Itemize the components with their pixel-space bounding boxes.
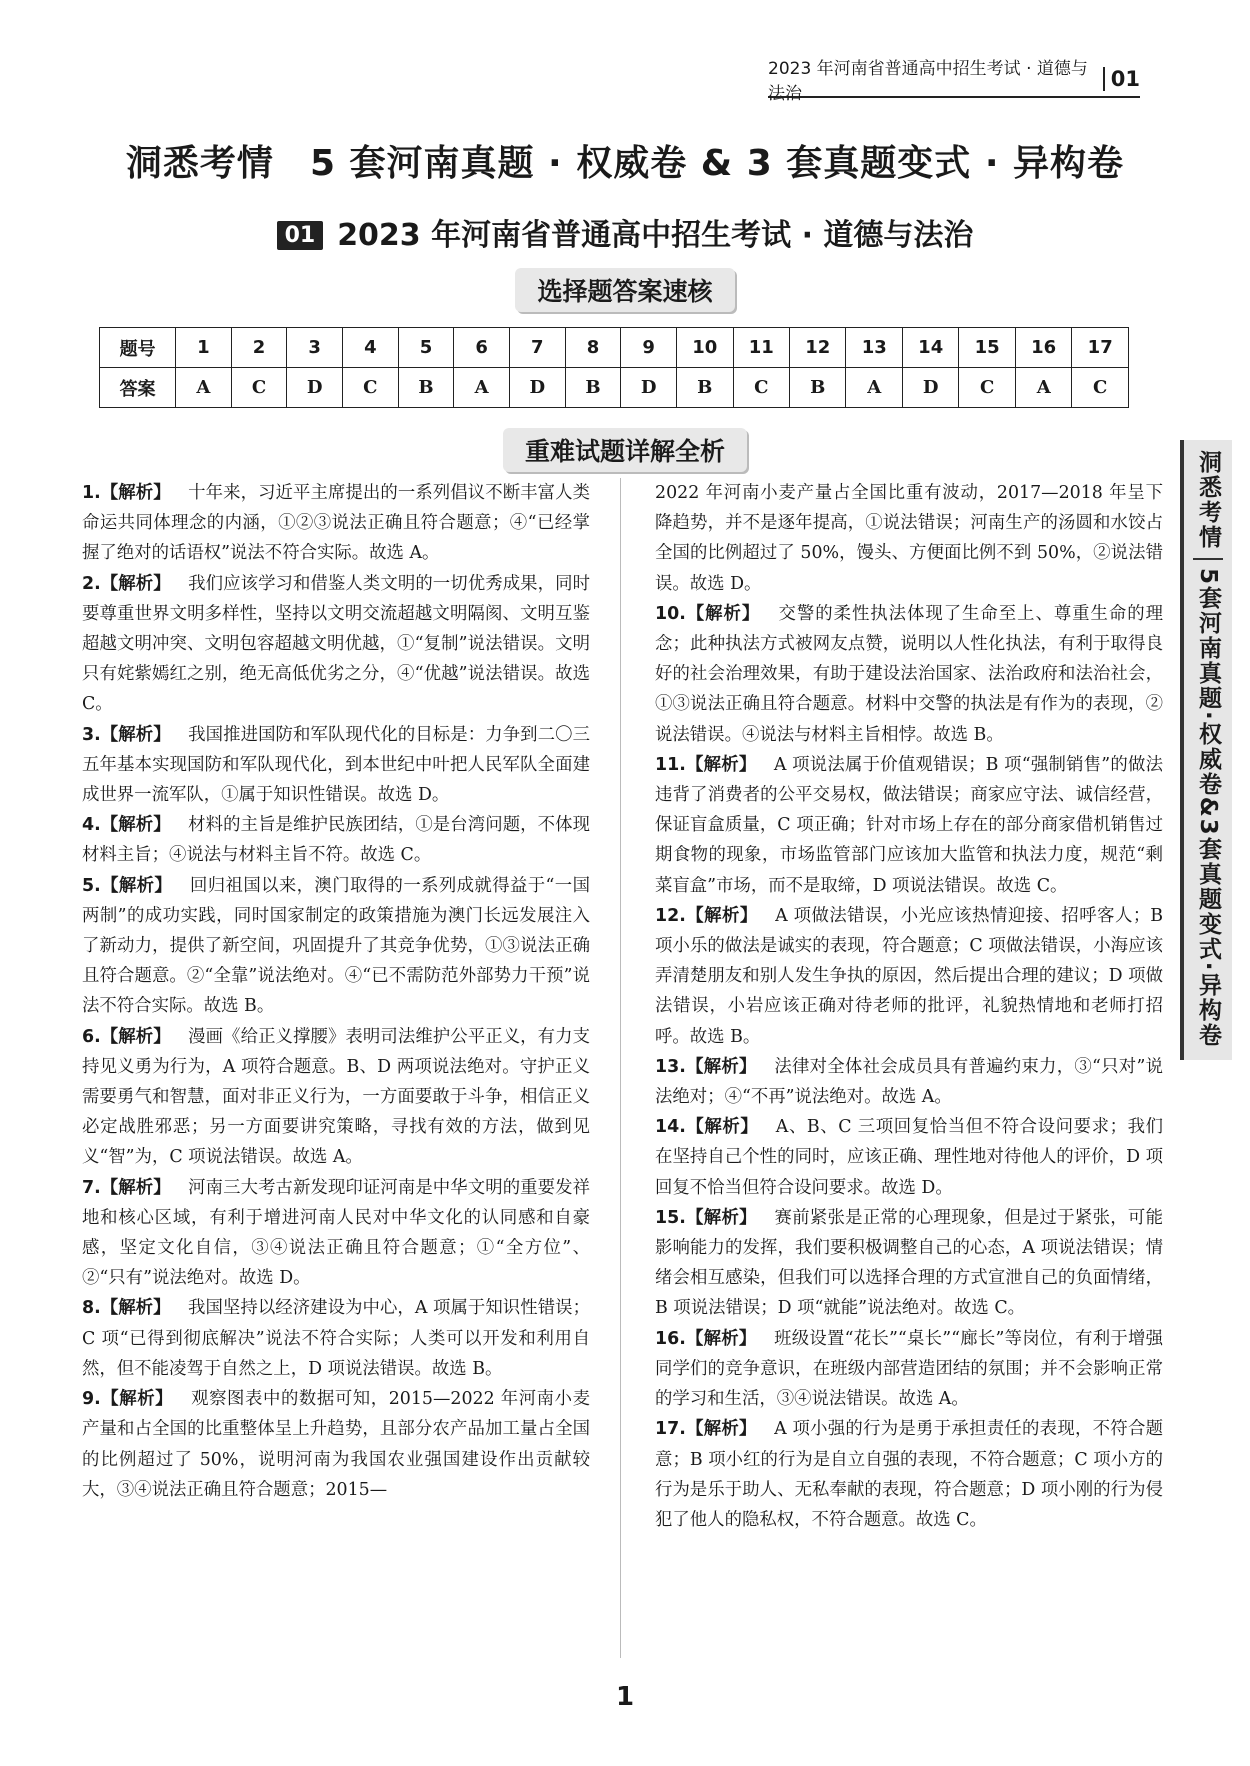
question-number: 6. (82, 1026, 101, 1047)
question-number: 16. (655, 1328, 686, 1349)
analysis-label: 【解析】 (685, 1328, 757, 1349)
analysis-label: 【解析】 (100, 483, 171, 503)
question-number: 15. (655, 1207, 686, 1228)
analysis-label: 【解析】 (100, 724, 171, 745)
question-number: 4. (82, 815, 101, 836)
question-number-cell: 5 (398, 328, 454, 368)
answer-table-number-row (100, 328, 1129, 368)
analysis-label: 【解析】 (685, 1056, 757, 1077)
analysis-item (655, 1324, 1163, 1415)
analysis-item (82, 871, 590, 1022)
row-label-number: 题号 (100, 328, 176, 368)
analysis-item (655, 599, 1163, 750)
analysis-column-right (655, 478, 1163, 1535)
section-detailed-analysis (0, 428, 1250, 472)
question-number-cell: 16 (1015, 328, 1071, 368)
analysis-text: A 项小强的行为是勇于承担责任的表现，不符合题意；B 项小红的行为是自立自强的表现，不符合题意；C 项小方的行为是乐于助人、无私奉献的表现，符合题意；D 项小刚的行为侵犯了他人的隐私权，不符合题意。故选 C。 (655, 1419, 1163, 1530)
answer-cell: A (846, 368, 902, 408)
analysis-item (655, 750, 1163, 901)
analysis-text: A 项说法属于价值观错误；B 项“强制销售”的做法违背了消费者的公平交易权，做法错误；商家应守法、诚信经营，保证盲盒质量，C 项正确；针对市场上存在的部分商家借机销售过期食物的现象，市场监管部门应该加大监管和执法力度，规范“剩菜盲盒”市场，而不是取缔，D 项说法错误。故选 C。 (655, 754, 1163, 896)
analysis-label: 【解析】 (685, 905, 758, 926)
analysis-text: 交警的柔性执法体现了生命至上、尊重生命的理念；此种执法方式被网友点赞，说明以人性化执法，有利于取得良好的社会治理效果，有助于建设法治国家、法治政府和法治社会，①③说法正确且符合题意。材料中交警的执法是有作为的表现，②说法错误。④说法与材料主旨相悖。故选 B。 (655, 603, 1163, 745)
analysis-item (82, 569, 590, 720)
answer-cell: B (790, 368, 846, 408)
answer-cell: C (343, 368, 399, 408)
analysis-item (82, 1293, 590, 1384)
analysis-label: 【解析】 (100, 1026, 171, 1047)
answer-cell: A (454, 368, 510, 408)
analysis-item (655, 1112, 1163, 1203)
question-number: 13. (655, 1056, 686, 1077)
analysis-label: 【解析】 (100, 1177, 171, 1198)
question-number: 11. (655, 754, 686, 775)
analysis-label: 【解析】 (100, 573, 171, 594)
analysis-text: A、B、C 三项回复恰当但不符合设问要求；我们在坚持自己个性的同时，应该正确、理性地对待他人的评价，D 项回复不恰当但符合设问要求。故选 D。 (655, 1117, 1163, 1198)
question-number: 14. (655, 1117, 686, 1138)
page-tag: 01 (1103, 67, 1140, 91)
analysis-item (82, 1384, 590, 1505)
answer-cell: C (231, 368, 287, 408)
answer-cell: D (621, 368, 677, 408)
side-tab-bottom: 5套河南真题·权威卷&3套真题变式·异构卷 (1195, 568, 1221, 1048)
question-number-cell: 15 (959, 328, 1015, 368)
analysis-text: 漫画《给正义撑腰》表明司法维护公平正义，有力支持见义勇为行为，A 项符合题意。B、D 两项说法绝对。守护正义需要勇气和智慧，面对非正义行为，一方面要敢于斗争，相信正义必定战胜邪恶；另一方面要讲究策略，寻找有效的方法，做到见义“智”为，C 项说法错误。故选 A。 (82, 1026, 590, 1168)
answer-table (99, 327, 1129, 408)
analysis-continuation: 2022 年河南小麦产量占全国比重有波动，2017—2018 年呈下降趋势，并不是逐年提高，①说法错误；河南生产的汤圆和水饺占全国的比例超过了 50%，馒头、方便面比例不到 50%，②说法错误。故选 D。 (655, 483, 1163, 594)
answer-cell: C (1072, 368, 1129, 408)
answer-cell: D (509, 368, 565, 408)
main-title-part1: 洞悉考情 (125, 143, 274, 184)
question-number-cell: 8 (565, 328, 621, 368)
analysis-label: 【解析】 (685, 1207, 757, 1228)
analysis-column-left (82, 478, 590, 1505)
section-detailed-analysis-label: 重难试题详解全析 (503, 428, 747, 472)
section-answer-check-label: 选择题答案速核 (515, 268, 734, 312)
page-number: 1 (615, 1682, 635, 1712)
question-number-cell: 12 (790, 328, 846, 368)
side-tab-top: 洞悉考情 (1193, 450, 1223, 560)
analysis-item (82, 1022, 590, 1173)
main-title-part2: 5 套河南真题 · 权威卷 & 3 套真题变式 · 异构卷 (309, 143, 1125, 184)
answer-cell: C (733, 368, 789, 408)
analysis-text: 我国推进国防和军队现代化的目标是：力争到二〇三五年基本实现国防和军队现代化，到本世纪中叶把人民军队全面建成世界一流军队，①属于知识性错误。故选 D。 (82, 724, 590, 806)
analysis-item (82, 720, 590, 811)
question-number: 9. (82, 1389, 101, 1410)
analysis-text: A 项做法错误，小光应该热情迎接、招呼客人；B 项小乐的做法是诚实的表现，符合题意；C 项做法错误，小海应该弄清楚朋友和别人发生争执的原因，然后提出合理的建议；D 项做法错误，小岩应该正确对待老师的批评，礼貌热情地和老师打招呼。故选 B。 (655, 905, 1163, 1047)
running-title: 2023 年河南省普通高中招生考试 · 道德与法治 (768, 59, 1088, 104)
section-answer-check (0, 268, 1250, 312)
question-number: 7. (82, 1177, 101, 1198)
analysis-item (82, 810, 590, 870)
side-tab (1180, 440, 1232, 1060)
question-number-cell: 3 (287, 328, 343, 368)
question-number: 10. (655, 603, 686, 624)
answer-cell: D (902, 368, 958, 408)
analysis-text: 河南三大考古新发现印证河南是中华文明的重要发祥地和核心区域，有利于增进河南人民对中华文化的认同感和自豪感，坚定文化自信，③④说法正确且符合题意；①“全方位”、②“只有”说法绝对。故选 D。 (82, 1177, 590, 1289)
question-number-cell: 14 (902, 328, 958, 368)
analysis-text: 我们应该学习和借鉴人类文明的一切优秀成果，同时要尊重世界文明多样性，坚持以文明交流超越文明隔阂、文明互鉴超越文明冲突、文明包容超越文明优越，①“复制”说法错误。文明只有姹紫嫣红之别，绝无高低优劣之分，④“优越”说法错误。故选 C。 (82, 573, 590, 715)
answer-cell: A (1015, 368, 1071, 408)
analysis-item (655, 1414, 1163, 1535)
exam-badge: 01 (277, 221, 324, 250)
question-number-cell: 1 (176, 328, 232, 368)
analysis-text: 班级设置“花长”“桌长”“廊长”等岗位，有利于增强同学们的竞争意识，在班级内部营造团结的氛围；并不会影响正常的学习和生活，③④说法错误。故选 A。 (655, 1328, 1163, 1410)
analysis-text: 赛前紧张是正常的心理现象，但是过于紧张，可能影响能力的发挥，我们要积极调整自己的心态，A 项说法错误；情绪会相互感染，但我们可以选择合理的方式宣泄自己的负面情绪，B 项说法错误；D 项“就能”说法绝对。故选 C。 (655, 1207, 1163, 1319)
analysis-item (655, 1203, 1163, 1324)
question-number-cell: 4 (343, 328, 399, 368)
question-number-cell: 11 (733, 328, 789, 368)
answer-cell: B (677, 368, 733, 408)
question-number-cell: 17 (1072, 328, 1129, 368)
analysis-label: 【解析】 (100, 875, 173, 896)
analysis-label: 【解析】 (685, 1117, 759, 1138)
question-number: 1. (82, 483, 101, 503)
analysis-item (82, 1173, 590, 1294)
analysis-item (82, 478, 590, 569)
answer-cell: C (959, 368, 1015, 408)
analysis-text: 回归祖国以来，澳门取得的一系列成就得益于“一国两制”的成功实践，同时国家制定的政策措施为澳门长远发展注入了新动力，提供了新空间，巩固提升了其竞争优势，①③说法正确且符合题意。②“全靠”说法绝对。④“已不需防范外部势力干预”说法不符合实际。故选 B。 (82, 875, 590, 1017)
answer-cell: A (176, 368, 232, 408)
exam-title (0, 210, 1250, 254)
question-number: 12. (655, 905, 686, 926)
analysis-text: 观察图表中的数据可知，2015—2022 年河南小麦产量和占全国的比重整体呈上升趋势，且部分农产品加工量占全国的比例超过了 50%，说明河南为我国农业强国建设作出贡献较大，③④说法正确且符合题意；2015— (82, 1389, 590, 1500)
question-number-cell: 7 (509, 328, 565, 368)
question-number: 2. (82, 573, 101, 594)
question-number-cell: 9 (621, 328, 677, 368)
answer-cell: B (565, 368, 621, 408)
question-number: 5. (82, 875, 101, 896)
answer-table-answer-row (100, 368, 1129, 408)
analysis-text: 十年来，习近平主席提出的一系列倡议不断丰富人类命运共同体理念的内涵，①②③说法正确且符合题意；④“已经掌握了绝对的话语权”说法不符合实际。故选 A。 (82, 483, 590, 564)
question-number-cell: 13 (846, 328, 902, 368)
analysis-text: 材料的主旨是维护民族团结，①是台湾问题，不体现材料主旨；④说法与材料主旨不符。故选 C。 (82, 815, 590, 866)
analysis-label: 【解析】 (685, 754, 757, 775)
question-number: 8. (82, 1298, 101, 1319)
analysis-label: 【解析】 (100, 1389, 174, 1410)
analysis-item (655, 1052, 1163, 1112)
answer-cell: B (398, 368, 454, 408)
question-number: 3. (82, 724, 101, 745)
analysis-label: 【解析】 (685, 1419, 757, 1440)
analysis-label: 【解析】 (100, 815, 171, 836)
answer-cell: D (287, 368, 343, 408)
analysis-text: 我国坚持以经济建设为中心，A 项属于知识性错误；C 项“已得到彻底解决”说法不符合实际；人类可以开发和利用自然，但不能凌驾于自然之上，D 项说法错误。故选 B。 (82, 1298, 590, 1379)
main-title (0, 135, 1250, 186)
analysis-text: 法律对全体社会成员具有普遍约束力，③“只对”说法绝对；④“不再”说法绝对。故选 A。 (655, 1056, 1163, 1108)
analysis-item (655, 901, 1163, 1052)
row-label-answer: 答案 (100, 368, 176, 408)
question-number-cell: 10 (677, 328, 733, 368)
question-number-cell: 2 (231, 328, 287, 368)
column-divider (620, 478, 621, 1658)
question-number-cell: 6 (454, 328, 510, 368)
running-header (768, 59, 1140, 104)
analysis-label: 【解析】 (685, 603, 761, 624)
analysis-label: 【解析】 (100, 1298, 171, 1319)
exam-title-text: 2023 年河南省普通高中招生考试 · 道德与法治 (337, 218, 974, 253)
question-number: 17. (655, 1419, 686, 1440)
